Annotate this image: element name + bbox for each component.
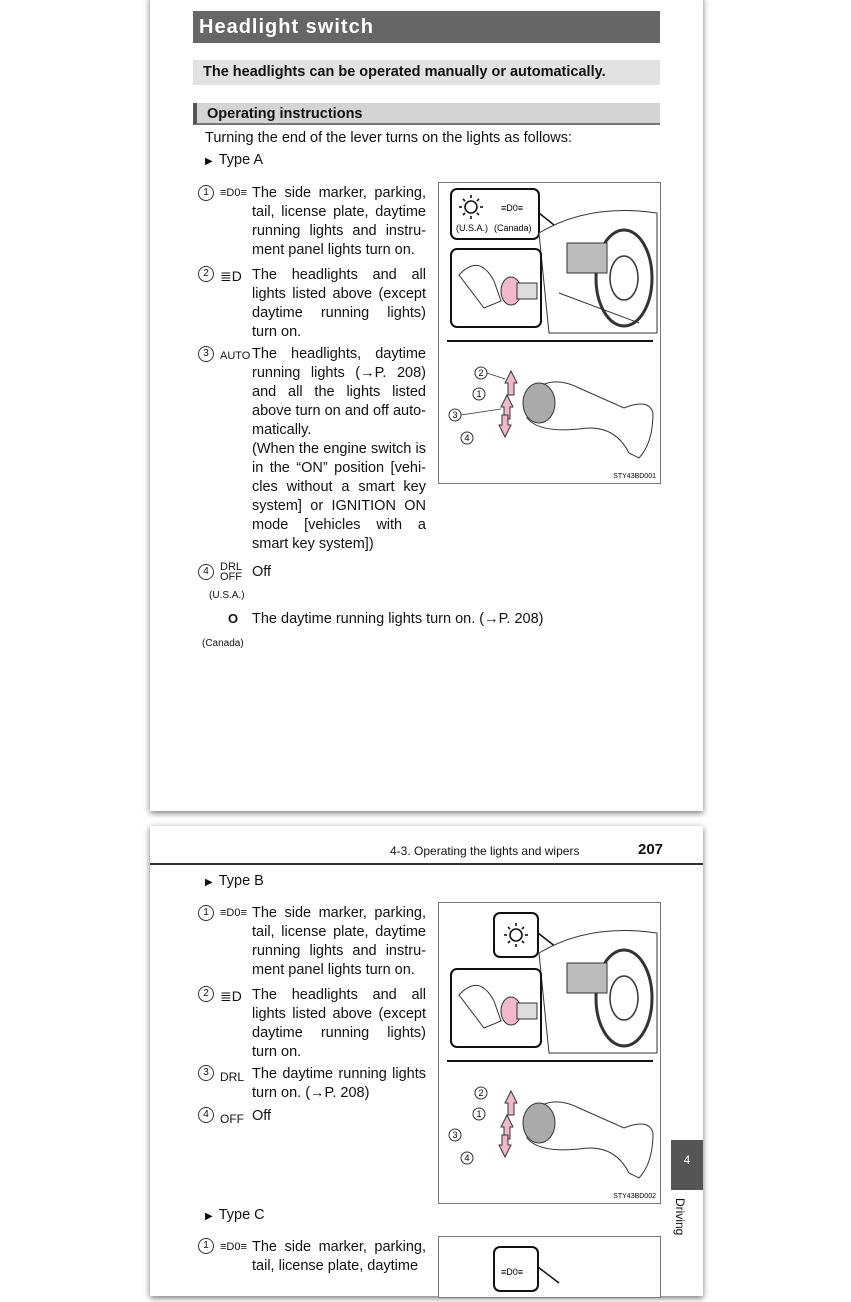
item-number: 4 <box>198 1107 214 1123</box>
chapter-header: 4-3. Operating the lights and wipers <box>390 844 580 858</box>
item-number: 2 <box>198 986 214 1002</box>
intro-text: Turning the end of the lever turns on the lights as follows: <box>205 130 573 146</box>
item-note: (When the engine switch is in the “ON” position [vehi-cles without a smart key system] or IGNITION ON mode [vehicles with a smart key system]) <box>252 441 426 552</box>
manual-page-206 <box>150 0 703 811</box>
section-heading: Operating instructions <box>193 103 660 125</box>
figure-callout-number: 3 <box>452 1130 458 1140</box>
canada-label: (Canada) <box>202 638 244 649</box>
chapter-tab-number: 4 <box>671 1140 703 1190</box>
type-c-heading <box>205 1207 265 1223</box>
svg-text:≡D0≡: ≡D0≡ <box>501 1267 524 1277</box>
figure-callout-number: 4 <box>464 433 470 443</box>
headlight-icon: ≣D <box>220 268 242 284</box>
type-b-label: Type B <box>218 873 264 889</box>
item-number: 2 <box>198 266 214 282</box>
figure-callout-number: 2 <box>478 368 484 378</box>
item-number: 1 <box>198 905 214 921</box>
item-text: The side marker, parking, tail, license plate, daytime running lights and instru-ment panel lights turn on. <box>252 185 426 258</box>
triangle-bullet-icon: ▶ <box>205 877 213 888</box>
drl-on-icon: O <box>228 611 239 626</box>
item-text: The side marker, parking, tail, license plate, daytime <box>252 1239 426 1274</box>
item-text: The headlights, daytime running lights (→P. 208) and all the lights listed above turn on and off auto-matically. <box>252 346 426 438</box>
lever-illustration <box>439 1237 660 1297</box>
figure-type-c <box>438 1236 661 1298</box>
item-text: Off <box>252 1108 272 1124</box>
type-b-heading <box>205 873 264 889</box>
headlight-icon: ≣D <box>220 988 242 1004</box>
type-a-label: Type A <box>218 152 264 168</box>
figure-callout-number: 2 <box>478 1088 484 1098</box>
item-number: 4 <box>198 564 214 580</box>
svg-text:≡D0≡: ≡D0≡ <box>501 203 524 213</box>
figure-callout-number: 1 <box>476 389 482 399</box>
usa-figure-label: (U.S.A.) <box>456 223 489 233</box>
triangle-bullet-icon: ▶ <box>205 156 213 167</box>
page-title: Headlight switch <box>193 11 660 43</box>
type-c-label: Type C <box>218 1207 265 1223</box>
item-text: Off <box>252 564 272 580</box>
item-text: The headlights and all lights listed above (except daytime running lights) turn on. <box>252 267 426 340</box>
canada-figure-label: (Canada) <box>494 223 532 233</box>
drl-icon: DRL <box>220 1070 245 1084</box>
auto-icon: AUTO <box>220 350 251 362</box>
parking-lights-icon: ≡D0≡ <box>220 1241 247 1253</box>
page-number: 207 <box>638 841 664 858</box>
item-number: 1 <box>198 185 214 201</box>
lead-text: The headlights can be operated manually or automatically. <box>193 60 660 85</box>
item-text: The daytime running lights turn on. (→P. 208) <box>252 1066 426 1101</box>
figure-callout-number: 3 <box>452 410 458 420</box>
item-number: 1 <box>198 1238 214 1254</box>
item-text: The headlights and all lights listed above (except daytime running lights) turn on. <box>252 987 426 1060</box>
off-icon: OFF <box>220 1112 244 1126</box>
lever-illustration <box>439 183 660 483</box>
canada-text: The daytime running lights turn on. (→P. 208) <box>252 611 544 627</box>
figure-type-b <box>438 902 661 1204</box>
drl-off-icon: DRL OFF <box>220 561 242 583</box>
item-text: The side marker, parking, tail, license plate, daytime running lights and instru-ment panel lights turn on. <box>252 905 426 978</box>
figure-code: STY43BD002 <box>613 1193 656 1200</box>
header-rule <box>150 863 703 865</box>
triangle-bullet-icon: ▶ <box>205 1211 213 1222</box>
figure-type-a <box>438 182 661 484</box>
chapter-tab-label: Driving <box>673 1198 687 1236</box>
parking-lights-icon: ≡D0≡ <box>220 907 247 919</box>
usa-label: (U.S.A.) <box>209 590 245 601</box>
type-a-heading <box>205 152 263 168</box>
parking-lights-icon: ≡D0≡ <box>220 187 247 199</box>
figure-code: STY43BD001 <box>613 473 656 480</box>
item-number: 3 <box>198 1065 214 1081</box>
figure-callout-number: 1 <box>476 1109 482 1119</box>
manual-page-207 <box>150 826 703 1296</box>
lever-illustration <box>439 903 660 1203</box>
item-number: 3 <box>198 346 214 362</box>
figure-callout-number: 4 <box>464 1153 470 1163</box>
